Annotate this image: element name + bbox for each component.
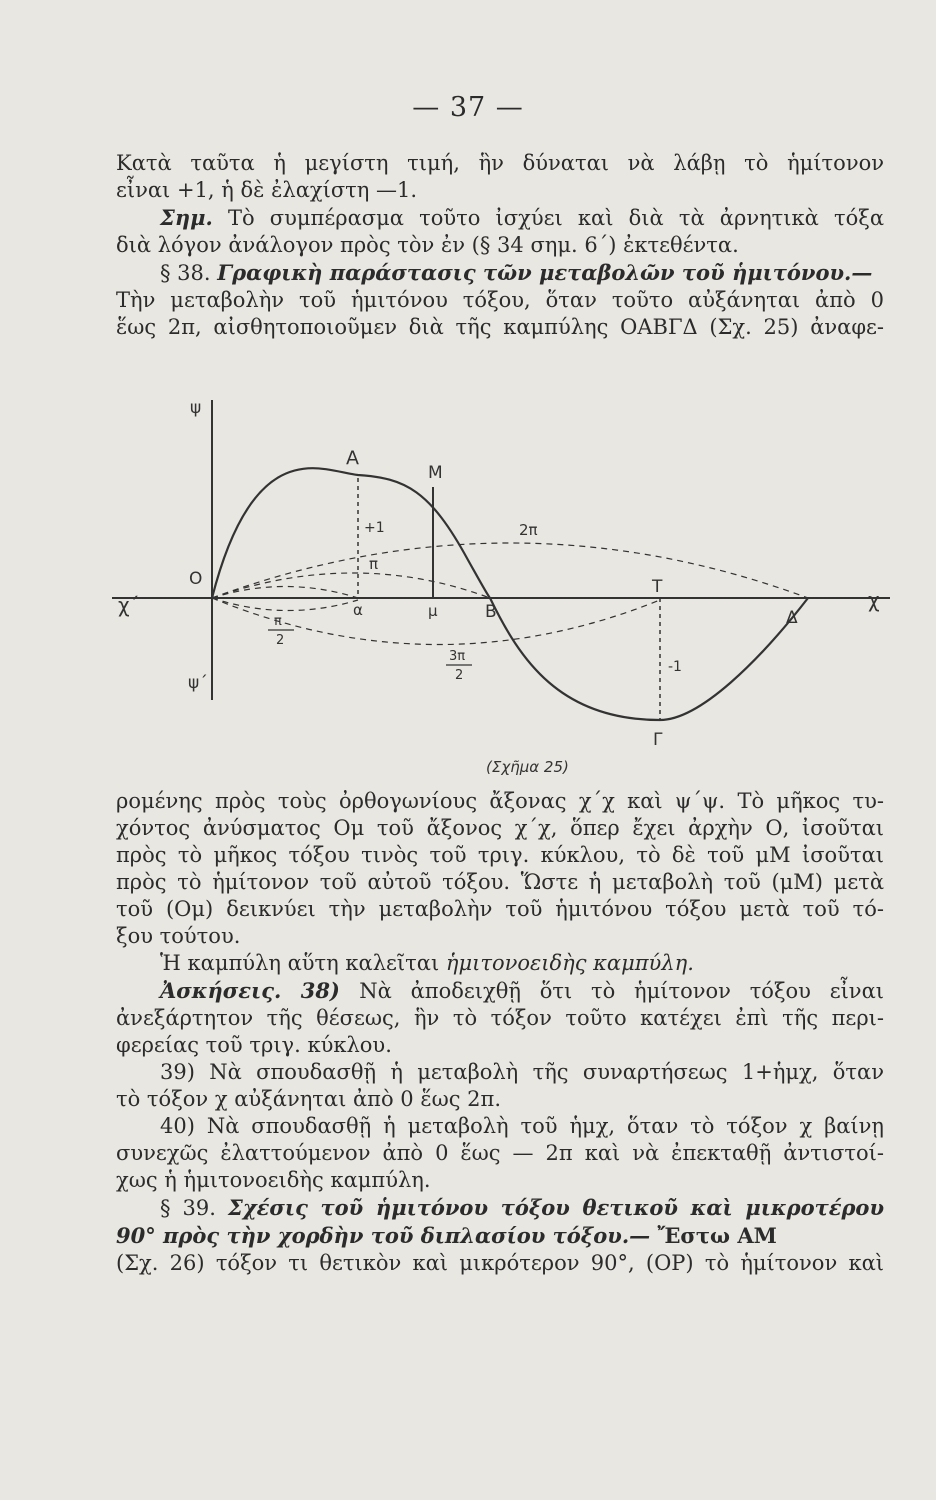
label-plus1: +1 (364, 520, 385, 536)
text-line: χόντος ἀνύσματος Ομ τοῦ ἄξονος χ΄χ, ὅπερ ἔχει ἀρχὴν Ο, ἰσοῦται (116, 816, 884, 840)
label-minus1: -1 (668, 659, 682, 675)
text-line: συνεχῶς ἐλαττούμενον ἀπὸ 0 ἕως — 2π καὶ νὰ ἐπεκταθῇ ἀντιστοί- (116, 1141, 884, 1165)
label-three-pi-den: 2 (455, 668, 464, 683)
page-number: — 37 — (412, 92, 524, 123)
label-B: Β (485, 602, 497, 622)
text-line: εἶναι +1, ἡ δὲ ἐλαχίστη —1. (116, 178, 418, 202)
text-line: ἕως 2π, αἰσθητοποιοῦμεν διὰ τῆς καμπύλης ΟΑΒΓΔ (Σχ. 25) ἀναφε- (116, 315, 884, 339)
text-line: (Σχ. 26) τόξον τι θετικὸν καὶ μικρότερον 90°, (ΟΡ) τὸ ἡμίτονον καὶ (116, 1251, 884, 1275)
bottom-text-block (116, 788, 884, 1277)
exercise-40-line: 40) Νὰ σπουδασθῇ ἡ μεταβολὴ τοῦ ἡμχ, ὅταν τὸ τόξον χ βαίνῃ (160, 1114, 884, 1138)
dashed-arc-pi (212, 573, 490, 598)
exercise-39-line: 39) Νὰ σπουδασθῇ ἡ μεταβολὴ τῆς συναρτήσεως 1+ἡμχ, ὅταν (160, 1060, 884, 1084)
label-pi-half-num: π (274, 614, 282, 629)
text-line: Κατὰ ταῦτα ἡ μεγίστη τιμή, ἣν δύναται νὰ λάβῃ τὸ ἡμίτονον (116, 151, 884, 175)
exercise-38-text: Νὰ ἀποδειχθῇ ὅτι τὸ ἡμίτονον τόξου εἶναι (359, 979, 884, 1003)
text-line: πρὸς τὸ ἡμίτονον τοῦ αὐτοῦ τόξου. Ὥστε ἡ μεταβολὴ τοῦ (μΜ) μετὰ (116, 870, 884, 894)
text-line: ξου τούτου. (116, 924, 241, 948)
text-line: Τὴν μεταβολὴν τοῦ ἡμιτόνου τόξου, ὅταν τοῦτο αὐξάνηται ἀπὸ 0 (116, 288, 884, 312)
dashed-arc-pi-half-up (212, 587, 358, 599)
text-line: τοῦ (Ομ) δεικνύει τὴν μεταβολὴν τοῦ ἡμιτόνου τόξου μετὰ τοῦ τό- (116, 897, 884, 921)
label-T: Τ (652, 577, 663, 597)
text-line: ρομένης πρὸς τοὺς ὀρθογωνίους ἄξονας χ΄χ καὶ ψ΄ψ. Τὸ μῆκος τυ- (116, 789, 884, 813)
section-number: § 39. (160, 1196, 228, 1220)
curve-name-text: Ἡ καμπύλη αὕτη καλεῖται (160, 951, 446, 975)
exercise-38-line (116, 977, 884, 1005)
text-line: πρὸς τὸ μῆκος τόξου τινὸς τοῦ τριγ. κύκλου, τὸ δὲ τοῦ μΜ ἰσοῦται (116, 843, 884, 867)
exercises-label: Ἀσκήσεις. 38) (160, 978, 360, 1003)
section-heading-39 (116, 1194, 884, 1222)
label-pi: π (369, 555, 379, 573)
label-x-left: χ΄ (118, 593, 140, 617)
section-continuation: Ἔστω ΑΜ (650, 1223, 777, 1248)
dashed-arc-pi-half-down (212, 598, 358, 611)
label-psi-bottom: ψ΄ (188, 673, 208, 693)
figure-caption: (Σχῆμα 25) (486, 758, 569, 776)
label-Gamma: Γ (653, 730, 663, 750)
section-number: § 38. (160, 261, 218, 285)
note-text: Τὸ συμπέρασμα τοῦτο ἰσχύει καὶ διὰ τὰ ἀρνητικὰ τόξα (212, 206, 884, 230)
text-line: τὸ τόξον χ αὐξάνηται ἀπὸ 0 ἕως 2π. (116, 1087, 502, 1111)
curve-name-italic: ἡμιτονοειδὴς καμπύλη. (445, 951, 694, 975)
label-x-right: χ (868, 588, 880, 612)
label-alpha: α (353, 601, 363, 619)
label-psi-top: ψ (190, 398, 202, 418)
label-O: Ο (189, 569, 203, 589)
label-A: Α (346, 447, 359, 469)
sine-curve (212, 468, 808, 720)
note-label: Σημ. (160, 205, 213, 230)
label-two-pi: 2π (519, 521, 538, 539)
section-title-1: Σχέσις τοῦ ἡμιτόνου τόξου θετικοῦ καὶ μικροτέρου (228, 1195, 885, 1220)
text-line: χως ἡ ἡμιτονοειδὴς καμπύλη. (116, 1168, 431, 1192)
section-title-2: 90° πρὸς τὴν χορδὴν τοῦ διπλασίου τόξου.— (116, 1223, 651, 1248)
dashed-arc-two-pi (212, 543, 808, 598)
section-title: Γραφικὴ παράστασις τῶν μεταβολῶν τοῦ ἡμιτόνου.— (217, 260, 873, 285)
text-line: φερείας τοῦ τριγ. κύκλου. (116, 1033, 392, 1057)
label-Delta: Δ (786, 608, 798, 628)
text-line: διὰ λόγον ἀνάλογον πρὸς τὸν ἐν (§ 34 σημ. 6΄) ἐκτεθέντα. (116, 233, 739, 257)
text-line: ἀνεξάρτητον τῆς θέσεως, ἣν τὸ τόξον τοῦτο κατέχει ἐπὶ τῆς περι- (116, 1006, 884, 1030)
label-M: Μ (428, 463, 443, 483)
label-three-pi-num: 3π (449, 649, 466, 664)
label-pi-half-den: 2 (276, 633, 285, 648)
section-title-line-2 (116, 1222, 884, 1250)
label-mu: μ (428, 602, 438, 620)
curve-name-line (116, 950, 884, 977)
